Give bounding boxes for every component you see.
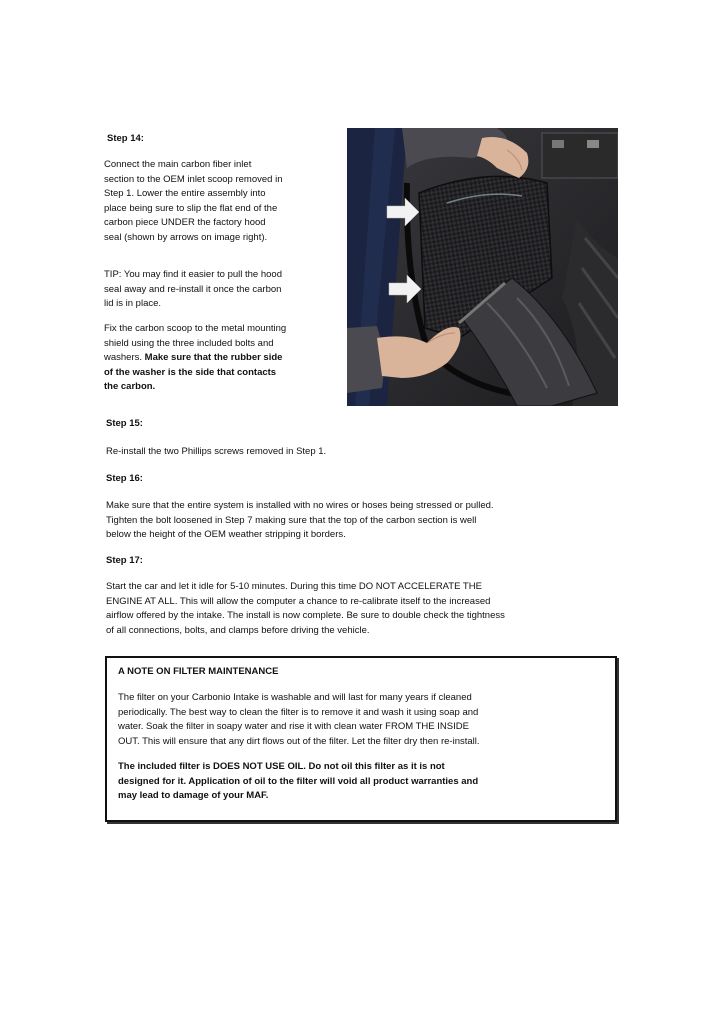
step-14-paragraph-1: Connect the main carbon fiber inlet section to the OEM inlet scoop removed in Step 1. Lower the entire assembly into place being sure to slip the flat end of the carbon piece UNDER the factory hood seal (shown by arrows on image right). bbox=[104, 159, 283, 243]
note-paragraph-1: The filter on your Carbonio Intake is washable and will last for many years if cleaned periodically. The best way to clean the filter is to remove it and wash it using soap and water. Soak the filter in soapy water and rise it with clean water FROM THE INSIDE OUT. This will ensure that any dirt flows out of the filter. Let the filter dry then re-install. bbox=[118, 692, 480, 747]
note-warning: The included filter is DOES NOT USE OIL. Do not oil this filter as it is not designed for it. Application of oil to the filter will void all product warranties and may lead to damage of your MAF. bbox=[118, 761, 479, 802]
step-14-tip: TIP: You may find it easier to pull the hood seal away and re-install it once the carbon lid is in place. bbox=[104, 269, 282, 310]
step-15-title: Step 15: bbox=[106, 418, 143, 429]
step-16-title: Step 16: bbox=[106, 473, 143, 484]
step-17-paragraph: Start the car and let it idle for 5-10 minutes. During this time DO NOT ACCELERATE THE ENGINE AT ALL. This will allow the computer a chance to re-calibrate itself to the increased airflow offered by the intake. The install is now complete. Be sure to double check the tightness of all connections, bolts, and clamps before driving the vehicle. bbox=[106, 581, 505, 636]
note-title: A NOTE ON FILTER MAINTENANCE bbox=[118, 666, 279, 677]
step-16-paragraph: Make sure that the entire system is installed with no wires or hoses being stressed or pulled. Tighten the bolt loosened in Step 7 making sure that the top of the carbon section is well below the height of the OEM weather stripping it borders. bbox=[106, 500, 494, 541]
step-14-paragraph-3-text: Fix the carbon scoop to the metal mounting shield using the three included bolts and washers. bbox=[104, 323, 287, 364]
step-14-warning: Make sure that the rubber side of the washer is the side that contacts the carbon. bbox=[104, 352, 283, 393]
filter-maintenance-note bbox=[105, 656, 617, 822]
step-17-title: Step 17: bbox=[106, 555, 143, 566]
step-14-paragraph-3 bbox=[104, 322, 289, 395]
installation-photo bbox=[347, 128, 618, 406]
step-14-title: Step 14: bbox=[107, 133, 144, 144]
step-15-paragraph: Re-install the two Phillips screws removed in Step 1. bbox=[106, 446, 327, 457]
